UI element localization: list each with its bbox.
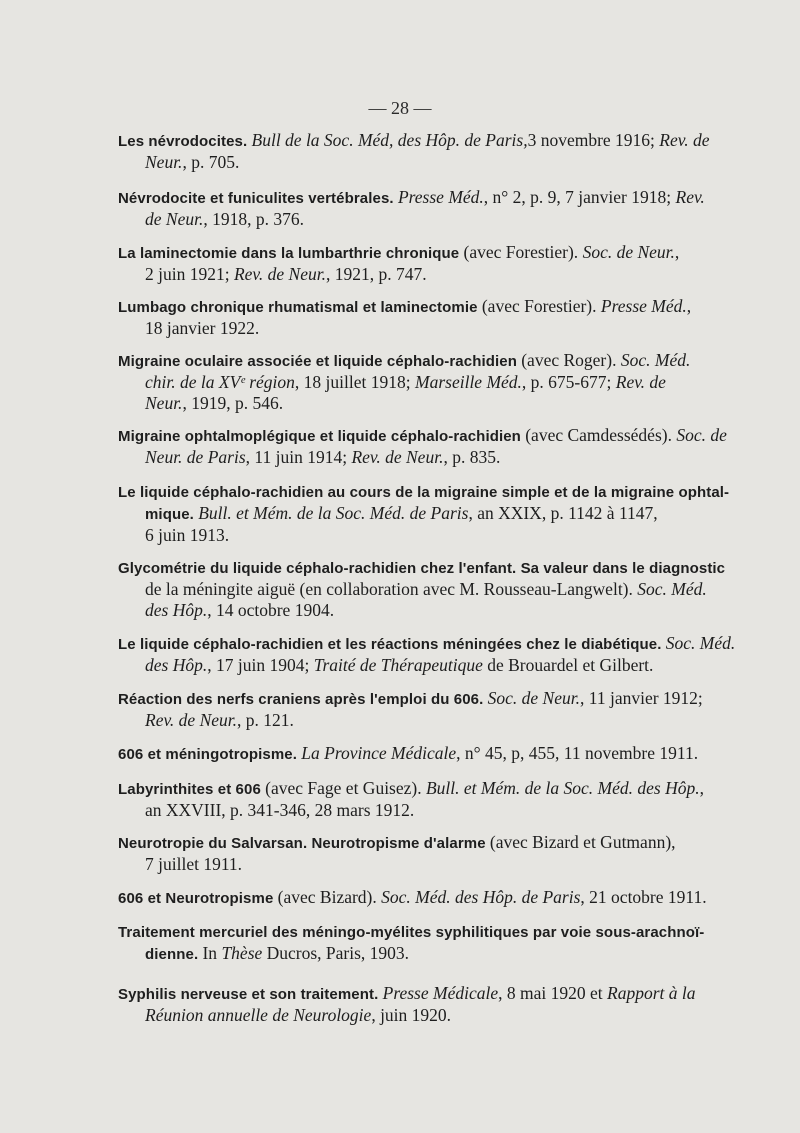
- entry-line: [0, 503, 729, 525]
- entry-source: Réunion annuelle de Neurologie: [145, 1005, 372, 1025]
- entry-title: 606 et Neurotropisme: [118, 890, 278, 907]
- bibliography-entry: [0, 130, 710, 173]
- bibliography-entry: [0, 481, 729, 546]
- entry-line: [0, 209, 705, 230]
- entry-source: Soc. Méd.: [637, 579, 707, 599]
- entry-text: 3 novembre 1916;: [527, 130, 660, 150]
- entry-line: [0, 778, 704, 800]
- entry-text: In: [202, 943, 222, 963]
- entry-text: ,: [674, 242, 680, 262]
- entry-source: chir. de la XVᵉ région: [145, 372, 295, 392]
- entry-text: (avec Bizard et Gutmann),: [489, 832, 676, 852]
- entry-text: de Brouardel et Gilbert.: [482, 655, 654, 675]
- entry-line: [0, 832, 676, 854]
- bibliography-entry: [0, 983, 695, 1026]
- entry-line: [0, 600, 725, 621]
- entry-line: [0, 887, 707, 909]
- entry-line: [0, 525, 729, 546]
- bibliography-entry: [0, 187, 705, 230]
- bibliography-entry: [0, 743, 698, 765]
- entry-text: (avec Forestier).: [481, 296, 601, 316]
- entry-line: [0, 854, 676, 875]
- entry-title: Neurotropie du Salvarsan. Neurotropisme d'alarme: [118, 835, 490, 852]
- entry-line: [0, 447, 727, 468]
- entry-source: des Hôp.: [145, 600, 208, 620]
- entry-text: (avec Fage et Guisez).: [265, 778, 426, 798]
- entry-text: , an XXIX, p. 1142 à 1147,: [468, 503, 658, 523]
- entry-source: Neur. de Paris: [145, 447, 246, 467]
- entry-text: , 1919, p. 546.: [182, 393, 284, 413]
- entry-source: Rev. de Neur.: [145, 710, 238, 730]
- entry-title: Glycométrie du liquide céphalo-rachidien chez l'enfant. Sa valeur dans le diagnostic: [118, 560, 726, 577]
- entry-title: Labyrinthites et 606: [118, 781, 266, 798]
- entry-title: Le liquide céphalo-rachidien et les réactions méningées chez le diabétique.: [118, 636, 666, 653]
- entry-text: , 1918, p. 376.: [203, 209, 304, 229]
- entry-line: [0, 557, 725, 579]
- entry-source: Soc. de Neur.: [487, 688, 580, 708]
- entry-text: , p. 675-677;: [521, 372, 616, 392]
- entry-source: Soc. de: [676, 425, 727, 445]
- entry-source: Traité de Thérapeutique: [313, 655, 483, 675]
- entry-source: Soc. Méd.: [620, 350, 691, 370]
- entry-title: dienne.: [145, 946, 203, 963]
- entry-source: Rapport à la: [607, 983, 696, 1003]
- bibliography-entry: [0, 557, 725, 621]
- entry-line: [0, 579, 725, 600]
- bibliography-entry: [0, 350, 690, 414]
- entry-text: , 1921, p. 747.: [325, 264, 427, 284]
- entry-text: , p. 121.: [237, 710, 294, 730]
- bibliography-entry: [0, 633, 735, 676]
- entry-text: , juin 1920.: [371, 1005, 452, 1025]
- entry-text: , 11 janvier 1912;: [580, 688, 703, 708]
- entry-text: 2 juin 1921;: [145, 264, 234, 284]
- entry-line: [0, 264, 679, 285]
- entry-text: , 14 octobre 1904.: [207, 600, 335, 620]
- entry-title: Réaction des nerfs craniens après l'emploi du 606.: [118, 691, 488, 708]
- entry-text: , 17 juin 1904;: [207, 655, 314, 675]
- entry-text: (avec Camdessédés).: [525, 425, 677, 445]
- entry-source: Bull. et Mém. de la Soc. Méd. des Hôp.: [425, 778, 700, 798]
- bibliography-entry: [0, 688, 703, 731]
- entry-title: Lumbago chronique rhumatismal et laminectomie: [118, 299, 482, 316]
- entry-text: ,: [686, 296, 692, 316]
- entry-source: Bull. et Mém. de la Soc. Méd. de Paris: [198, 503, 469, 523]
- bibliography-entry: [0, 425, 727, 468]
- bibliography-entry: [0, 242, 679, 285]
- entry-line: [0, 152, 710, 173]
- entry-text: , 18 juillet 1918;: [294, 372, 415, 392]
- entry-text: , p. 835.: [443, 447, 501, 467]
- entry-source: Rev.: [675, 187, 705, 207]
- entry-line: [0, 743, 698, 765]
- entry-text: , p. 705.: [182, 152, 240, 172]
- entry-source: Neur.: [145, 152, 183, 172]
- entry-line: [0, 296, 691, 318]
- bibliography-entry: [0, 921, 704, 965]
- entry-title: Traitement mercuriel des méningo-myélites syphilitiques par voie sous-arachnoï-: [118, 924, 705, 941]
- entry-text: ,: [699, 778, 704, 798]
- bibliography-entry: [0, 296, 691, 339]
- entry-line: [0, 242, 679, 264]
- entry-source: Thèse: [221, 943, 263, 963]
- entry-text: (avec Roger).: [521, 350, 621, 370]
- entry-source: La Province Médicale: [301, 743, 457, 763]
- entry-text: 18 janvier 1922.: [145, 318, 260, 338]
- entry-text: , 11 juin 1914;: [245, 447, 352, 467]
- entry-title: Migraine ophtalmoplégique et liquide céphalo-rachidien: [118, 428, 526, 445]
- entry-title: La laminectomie dans la lumbarthrie chronique: [118, 245, 464, 262]
- entry-line: [0, 350, 690, 372]
- entry-title: Syphilis nerveuse et son traitement.: [118, 986, 383, 1003]
- entry-text: (avec Forestier).: [463, 242, 583, 262]
- entry-line: [0, 800, 704, 821]
- entry-text: (avec Bizard).: [277, 887, 382, 907]
- entry-line: [0, 921, 704, 943]
- entry-source: Rev. de: [615, 372, 666, 392]
- entry-line: [0, 983, 695, 1005]
- entry-line: [0, 943, 704, 965]
- entry-text: Ducros, Paris, 1903.: [262, 943, 410, 963]
- entry-source: Rev. de Neur.: [233, 264, 326, 284]
- entry-source: Rev. de: [659, 130, 710, 150]
- entry-source: Soc. de Neur.: [582, 242, 675, 262]
- entry-source: Bull de la Soc. Méd, des Hôp. de Paris,: [251, 130, 528, 150]
- entry-text: de la méningite aiguë (en collaboration avec M. Rousseau-Langwelt).: [145, 579, 638, 599]
- entry-title: Migraine oculaire associée et liquide céphalo-rachidien: [118, 353, 522, 370]
- entry-line: [0, 393, 690, 414]
- entry-line: [0, 633, 735, 655]
- entry-text: , n° 45, p, 455, 11 novembre 1911.: [456, 743, 699, 763]
- bibliography-entry: [0, 778, 704, 821]
- entry-source: Rev. de Neur.: [351, 447, 444, 467]
- entry-text: , 21 octobre 1911.: [580, 887, 707, 907]
- entry-line: [0, 372, 690, 393]
- entry-source: Soc. Méd. des Hôp. de Paris: [381, 887, 581, 907]
- entry-text: 6 juin 1913.: [145, 525, 230, 545]
- entry-source: Soc. Méd.: [665, 633, 736, 653]
- entry-source: des Hôp.: [145, 655, 208, 675]
- bibliography-entry: [0, 832, 676, 875]
- entry-line: [0, 481, 729, 503]
- entry-line: [0, 655, 735, 676]
- bibliography-entry: [0, 887, 707, 909]
- entry-text: , n° 2, p. 9, 7 janvier 1918;: [483, 187, 676, 207]
- entry-title: mique.: [145, 506, 199, 523]
- entry-title: Le liquide céphalo-rachidien au cours de la migraine simple et de la migraine ophtal-: [118, 484, 730, 501]
- entry-title: Les névrodocites.: [118, 133, 252, 150]
- entry-text: an XXVIII, p. 341-346, 28 mars 1912.: [145, 800, 415, 820]
- entry-line: [0, 187, 705, 209]
- entry-line: [0, 130, 710, 152]
- entry-text: , 8 mai 1920 et: [498, 983, 607, 1003]
- entry-line: [0, 710, 703, 731]
- entry-text: 7 juillet 1911.: [145, 854, 243, 874]
- entry-source: Neur.: [145, 393, 183, 413]
- entry-source: de Neur.: [145, 209, 204, 229]
- entry-line: [0, 318, 691, 339]
- entry-title: 606 et méningotropisme.: [118, 746, 302, 763]
- entry-line: [0, 688, 703, 710]
- entry-source: Presse Méd.: [397, 187, 484, 207]
- entry-line: [0, 1005, 695, 1026]
- entry-source: Marseille Méd.: [415, 372, 522, 392]
- entry-source: Presse Médicale: [382, 983, 499, 1003]
- entry-line: [0, 425, 727, 447]
- page-number: — 28 —: [368, 98, 432, 118]
- entry-title: Névrodocite et funiculites vertébrales.: [118, 190, 398, 207]
- entry-source: Presse Méd.: [600, 296, 687, 316]
